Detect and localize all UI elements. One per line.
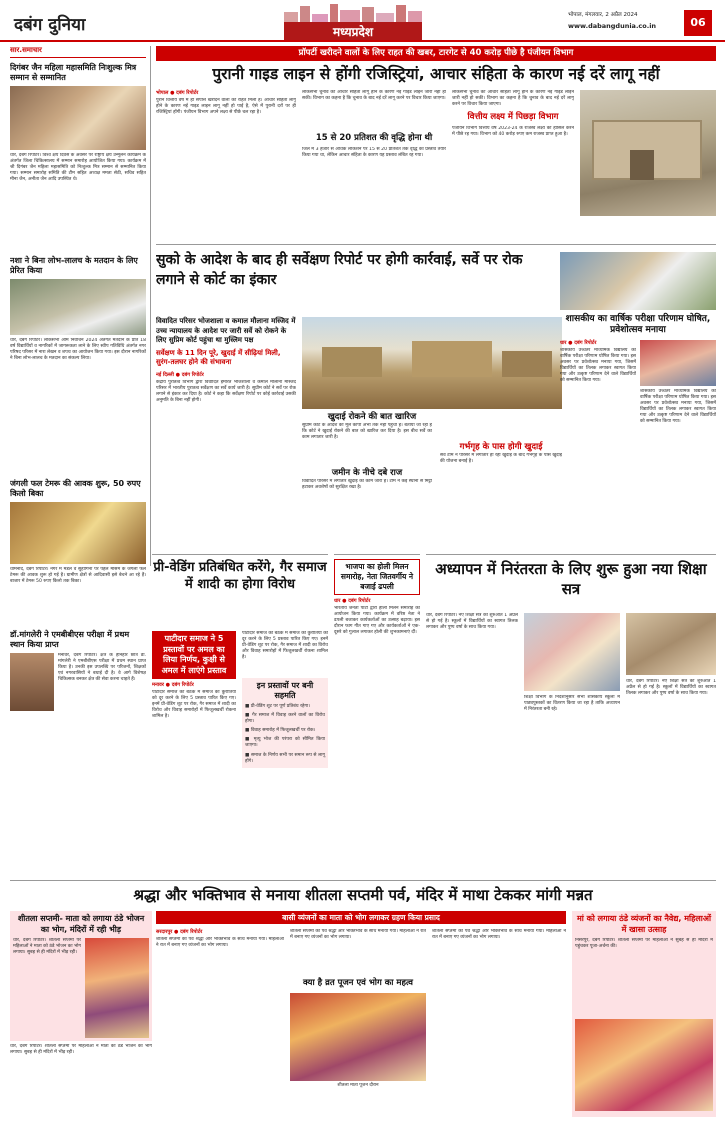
story-body: लोकसभा चुनाव की आचार संहिता लागू होने के कारण नई गाइड लाइन जारी नहीं हो सकी। विभाग का कहना है कि चुनाव के बाद नई दरें लागू करने पर विचार किया जाएगा। [452,90,574,108]
byline: धार ● दबंग रिपोर्टर [560,340,597,346]
story-body: निसरपुर, दबंग रिपोर्टर। शीतला सप्तमी पर महिलाओं ने सुबह से ही मंदिरों में पहुंचकर पूजा-अर्चना की। [575,938,713,950]
bottom-story [10,880,716,1120]
story-body: धामनोद, दबंग रिपोर्टर। नगर में मंडल व सुहागिनों पर पहले मौसम के जंगली फल टेमरू की आवक शुरू हो गई है। ग्रामीण क्षेत्रों से आदिवासी इसे बेचने आ रहे हैं। बाजार में टेमरू 50 रुपए किलो तक बिका। [10,567,146,585]
photo-caption: शीतला माता पूजन दौरान [337,1083,379,1088]
list-item: ■ विवाह समारोह में फिजूलखर्ची पर रोक। [245,728,316,734]
story-body: शीतला सप्तमी का पर्व श्रद्धा और भक्तिभाव के साथ मनाया गया। महिलाओं ने रात में बनाए गए व्यंजनों का भोग लगाया। [432,929,566,941]
education-headline: अध्यापन में निरंतरता के लिए शुरू हुआ नया शिक्षा सत्र [435,560,707,598]
story-body: केंद्रीय पुरातत्व विभाग द्वारा विवादित इमारत भोजशाला व कमाल मौलाना मस्जिद परिसर में भारतीय पुरातत्व सर्वेक्षण का सर्वे कार्य जारी है। सुप्रीम कोर्ट ने सर्वे पर रोक लगाने से इंकार कर दिया है। कोर्ट ने कहा कि सर्वेक्षण रिपोर्ट पर कोई कार्रवाई उसकी अनुमति के बिना नहीं होगी। [156,379,296,403]
school-headline: शासकीय का वार्षिक परीक्षा परिणाम घोषित, प्रवेशोत्सव मनाया [565,314,711,335]
bottom-headline: श्रद्धा और भक्तिभाव से मनाया शीतला सप्तमी पर्व, मंदिर में माथा टेककर मांगी मन्नत [133,886,593,904]
subheading: गर्भगृह के पास होगी खुदाई [459,442,543,452]
byline: धार ● दबंग रिपोर्टर [334,598,371,604]
byline: सरदारपुर ● दबंग रिपोर्टर [156,929,203,935]
section-banner [284,2,422,42]
strap-banner: प्रॉपर्टी खरीदने वालों के लिए राहत की खबर, टारगेट से 40 करोड़ पीछे है पंजीयन विभाग [156,46,716,61]
story-body: धार, दबंग रिपोर्टर। नए शिक्षा सत्र की शुरुआत 1 अप्रैल से हो गई है। स्कूलों में विद्यार्थियों का स्वागत तिलक लगाकर और पुष्प वर्षा के साथ किया गया। [426,613,518,631]
story-body: धार, दबंग रिपोर्टर। लोकसभा आम निर्वाचन 2024 अंतर्गत मतदान के प्रति 18 वर्ष विद्यार्थियों व नागरिकों में जागरूकता लाने के लिए स्वीप गतिविधि अंतर्गत नगर परिषद परिसर में नारा लेखन व शपथ का आयोजन किया गया। इस दौरान नागरिकों ने बिना लोभ-लालच के मतदान का संकल्प लिया। [10,338,146,362]
dateline: भोपाल, मंगलवार, 2 अप्रैल 2024 [568,12,638,18]
list-item: ■ प्री-वेडिंग शूट पर पूर्ण प्रतिबंध रहेगा। [245,704,310,709]
school-photo [560,252,716,310]
school-story [560,252,716,552]
box-headline: मां को लगाया ठंडे व्यंजनों का नैवेद्य, महिलाओं में खासा उत्साह [577,914,711,934]
byline: भोपाल ● दबंग रिपोर्टर [156,90,199,96]
ruins-photo [302,317,562,409]
section-tag: सार.समाचार [10,46,146,58]
story-headline: जंगली फल टेमरू की आवक शुरू, 50 रुपए किलो बिका [10,479,141,498]
story-body: पाटीदार समाज की बैठक में समाज की कुरीतियों को दूर करने के लिए 5 प्रस्ताव पारित किए गए। इनमें प्री-वेडिंग शूट पर रोक, गैर समाज में शादी का विरोध और विवाह समारोहों में फिजूलखर्ची रोकना शामिल है। [242,631,328,661]
story-body: शीतला सप्तमी का पर्व श्रद्धा और भक्तिभाव के साथ मनाया गया। महिलाओं ने रात में बनाए गए व्यंजनों का भोग लगाया। [290,929,426,941]
subheading: जमीन के नीचे दबे राज [331,468,403,478]
story-body: धार, दबंग रिपोर्टर। शीतला सप्तमी पर महिलाओं ने माता को ठंडे भोजन का भोग लगाया। सुबह से ही मंदिरों में भीड़ रही। [13,938,81,956]
prewedding-story [152,554,328,884]
story-body: धार, दबंग रिपोर्टर। नए शिक्षा सत्र की शुरुआत 1 अप्रैल से हो गई है। स्कूलों में विद्यार्थियों का स्वागत तिलक लगाकर और पुष्प वर्षा के साथ किया गया। [626,679,716,697]
story-photo [10,502,146,564]
education-story [426,554,716,884]
prewedding-headline: प्री-वेडिंग प्रतिबंधित करेंगे, गैर समाज में शादी का होगा विरोध [153,560,327,592]
bullet-point: सर्वेक्षण के 11 दिन पूरे, खुदाई में सीढ़ियां मिली, सुरंग-तलघर होने की संभावना [156,348,281,366]
subheading: क्या है व्रत पूजन एवं भोग का महत्व [302,978,414,988]
story-body: धार, दबंग रिपोर्टर। शीतला सप्तमी पर महिलाओं ने माता को ठंडे भोजन का भोग लगाया। सुबह से ही मंदिरों में भीड़ रही। [10,1044,152,1056]
story-photo [10,86,146,150]
masthead [0,0,725,42]
story-body: पुराने वित्तीय वर्ष में ही संपत्ति खरीदने वालों को राहत मिली है। आचार संहिता लागू होने के कारण नई गाइड लाइन लागू नहीं हो पाई है, ऐसे में पुरानी दरों पर ही रजिस्ट्रियां होंगी। पंजीयन विभाग अपने लक्ष्य से पीछे चल रहा है। [156,98,296,116]
strap-banner: बासी व्यंजनों का माता को भोग लगाकर ग्रहण किया प्रसाद [156,911,566,924]
photo-caption: खुदाई रोकने की बात खारिज [327,412,417,422]
story-body: शिक्षा विभाग के निर्देशानुसार सभी शासकीय स्कूलों में पाठ्यपुस्तकों का वितरण किया जा रहा है ताकि अध्यापन में निरंतरता बनी रहे। [524,695,620,713]
worship-photo [85,938,149,1038]
highlight-box: पाटीदार समाज ने 5 प्रस्तावों पर अमल का लिया निर्णय, कुक्षी से अमल में लाएंगे प्रस्ताव [152,631,236,679]
list-item: ■ समाज के निर्णय सभी पर समान रूप से लागू होंगे। [245,752,325,764]
portrait-photo [10,653,54,711]
skyline-graphic [284,2,422,24]
resolutions-box [242,678,328,768]
list-item: ■ गैर समाज में विवाह करने वालों का विरोध होगा। [245,713,325,725]
pink-box [572,911,716,1117]
bullet-point: विवादित परिसर भोजशाला व कमाल मौलाना मस्जिद में उच्च न्यायालय के आदेश पर जारी सर्वे को रोकने के लिए सुप्रिम कोर्ट पहुंचा था मुस्लिम पक्ष [156,317,296,344]
pink-box [10,911,152,1041]
story-body: लोकसभा चुनाव की आचार संहिता लागू होने के कारण नई गाइड लाइन जारी नहीं हो सकी। विभाग का कहना है कि चुनाव के बाद नई दरें लागू करने पर विचार किया जाएगा। [302,90,446,102]
byline: मनावर ● दबंग रिपोर्टर [152,682,194,688]
story-body: सुप्रीम कोर्ट के आदेश की मूल कॉपी अभी तक नहीं पहुंची है। बताया जा रहा है कि कोर्ट ने खुदाई रोकने की बात को खारिज कर दिया है। इस बीच सर्वे का काम लगातार जारी है। [302,423,432,441]
newspaper-logo: दबंग दुनिया [14,15,86,35]
top-story [156,46,716,274]
story-body: शासकीय उच्चतर माध्यमिक विद्यालय का वार्षिक परीक्षा परिणाम घोषित किया गया। इस अवसर पर प्रवेशोत्सव मनाया गया, जिसमें विद्यार्थियों का तिलक लगाकर स्वागत किया गया और उत्कृष्ट परिणाम देने वाले विद्यार्थियों को सम्मानित किया गया। [640,389,716,425]
holi-headline: भाजपा का होली मिलन समारोह, नेता जितवर्गीय ने बजाई ढपली [334,559,420,595]
box-headline: शीतला सप्तमी- माता को लगाया ठंडे भोजन का भोग, मंदिरों में रही भीड़ [17,914,145,934]
website: www.dabangdunia.co.in [568,22,657,30]
story-body: सर्वे टीम ने परिसर में लगातार हो रही खुदाई के बाद गर्भगृह के पास खुदाई की योजना बनाई है। [440,453,562,465]
story-body: जिले में 3 हजार से अधिक लोकेशन पर 15 से 20 प्रतिशत तक वृद्धि का प्रस्ताव तैयार किया गया था, लेकिन आचार संहिता के कारण यह प्रस्ताव लंबित रह गया। [302,147,446,159]
students-photo [626,613,716,675]
story-body: विवादित परिसर में लगातार खुदाई का काम जारी है। टीम ने कई स्थानों से मिट्टी हटाकर अवशेषों को सुरक्षित रखा है। [302,479,432,491]
students-photo [640,340,716,386]
story-body: पाटीदार समाज की बैठक में समाज की कुरीतियों को दूर करने के लिए 5 प्रस्ताव पारित किए गए। इनमें प्री-वेडिंग शूट पर रोक, गैर समाज में शादी का विरोध और विवाह समारोहों में फिजूलखर्ची रोकना शामिल है। [152,690,236,720]
story-photo [10,279,146,335]
byline: नई दिल्ली ● दबंग रिपोर्टर [156,371,204,378]
story-body: मनावर, दबंग रिपोर्टर। क्षेत्र के होनहार छात्र डॉ. मांगलेरी ने एमबीबीएस परीक्षा में प्रथम स्थान प्राप्त किया है। उनकी इस उपलब्धि पर परिजनों, शिक्षकों एवं नगरवासियों ने बधाई दी है। वे आगे विशेषज्ञ चिकित्सक बनकर क्षेत्र की सेवा करना चाहते हैं। [58,653,146,683]
subheading: वित्तीय लक्ष्य में पिछड़ा विभाग [467,112,559,122]
subheading: 15 से 20 प्रतिशत की वृद्धि होना थी [315,133,433,143]
story-body: भारतीय जनता पार्टी द्वारा होली मिलन समारोह का आयोजन किया गया। कार्यक्रम में वरिष्ठ नेता ने ढपली बजाकर कार्यकर्ताओं का उत्साह बढ़ाया। इस दौरान फाग गीत गाए गए और कार्यकर्ताओं ने एक-दूसरे को गुलाल लगाकर होली की शुभकामनाएं दीं। [334,606,420,636]
story-headline: नशा ने बिना लोभ-लालच के मतदान के लिए प्रेरित किया [10,256,138,275]
story-body: शीतला सप्तमी का पर्व श्रद्धा और भक्तिभाव के साथ मनाया गया। महिलाओं ने रात में बनाए गए व्यंजनों का भोग लगाया। [156,937,284,949]
column-divider [150,46,151,566]
top-headline: पुरानी गाइड लाइन से होंगी रजिस्ट्रियां, आचार संहिता के कारण नई दरें लागू नहीं [212,65,660,83]
story-body: शासकीय उच्चतर माध्यमिक विद्यालय का वार्षिक परीक्षा परिणाम घोषित किया गया। इस अवसर पर प्रवेशोत्सव मनाया गया, जिसमें विद्यार्थियों का तिलक लगाकर स्वागत किया गया और उत्कृष्ट परिणाम देने वाले विद्यार्थियों को सम्मानित किया गया। [560,348,636,384]
holi-story [334,554,420,884]
court-headline: सुको के आदेश के बाद ही सर्वेक्षण रिपोर्ट पर होगी कार्रवाई, सर्वे पर रोक लगाने से कोर्ट का इंकार [156,252,523,288]
list-item: ■ मृत्यु भोज की परंपरा को सीमित किया जाएगा। [245,737,325,749]
page-number: 06 [684,10,712,36]
story-headline: डॉ.मांगलेरी ने एमबीबीएस परीक्षा में प्रथम स्थान किया प्राप्त [10,630,130,649]
story-headline: दिगंबर जैन महिला महासमिति निःशुल्क मित्र सम्मान से सम्मानित [10,63,137,82]
section-title: मध्यप्रदेश [284,22,422,42]
classroom-photo [524,613,620,691]
worship-photo [575,1019,713,1111]
story-body: धार, दबंग रिपोर्टर। विश्व क्षय दिवस के अवसर पर राष्ट्रीय क्षय उन्मूलन कार्यक्रम के अंतर्गत जिला चिकित्सालय में सम्मान समारोह आयोजित किया गया। कार्यक्रम में श्री दिगंबर जैन महिला महासमिति को निःशुल्क मित्र सम्मान से सम्मानित किया गया। सम्मान समारोह समिति की टीम सहित अध्यक्ष ममता सेठी, सचिव सहित मीना जैन, अनीता जैन आदि उपस्थित थे। [10,153,146,183]
worship-photo [290,993,426,1081]
list-title: इन प्रस्तावों पर बनी सहमति [256,681,314,700]
office-photo [580,90,716,216]
story-body: पंजीयन विभाग वित्तीय वर्ष 2023-24 के राजस्व लक्ष्य को हासिल करने में पीछे रह गया। विभाग को 40 करोड़ रुपए कम राजस्व प्राप्त हुआ है। [452,126,574,138]
